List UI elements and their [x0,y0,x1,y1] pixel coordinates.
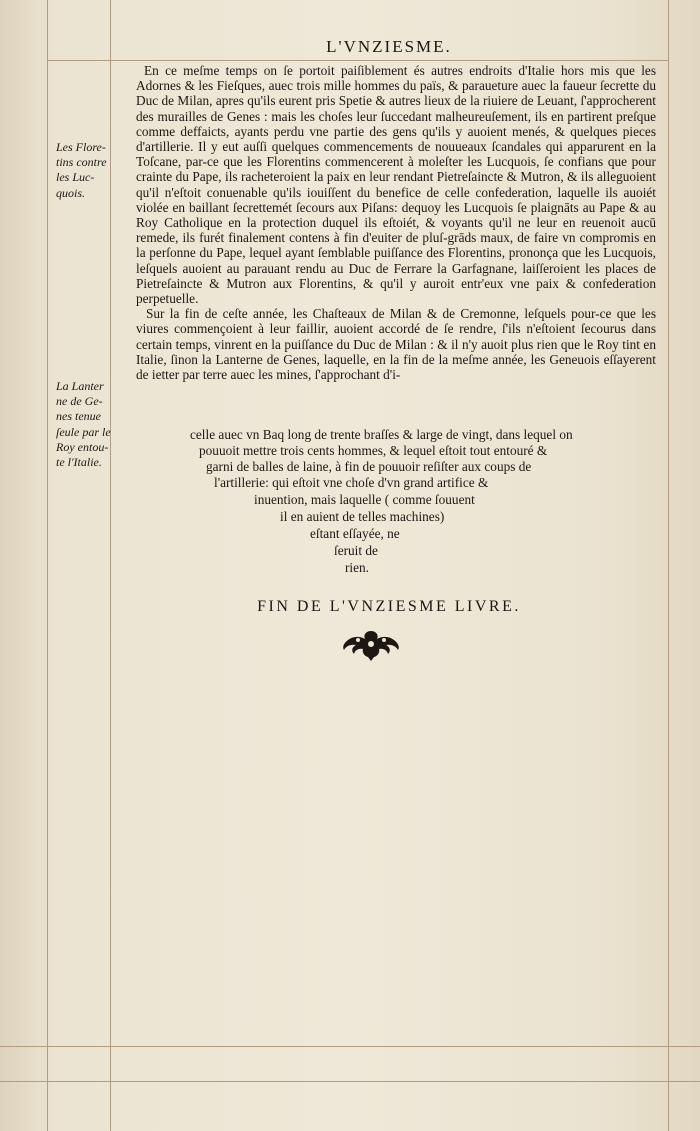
margin-note-line: Roy entou- [56,439,109,454]
margin-note-line: ſeule par le [56,424,111,439]
margin-rule-left [47,0,48,1131]
margin-note-line: nes tenue [56,409,101,424]
margin-note-line: quois. [56,185,86,200]
margin-note-line: ne de Ge- [56,394,103,409]
funnel-line: pouuoit mettre trois cents hommes, & lequel eſtoit tout entouré & [199,443,548,458]
funnel-line: inuention, mais laquelle ( comme ſouuent [254,492,475,507]
funnel-line: l'artillerie: qui eſtoit vne choſe d'vn grand artifice & [214,475,489,490]
margin-note-lanterne [56,379,114,470]
running-title: L'VNZIESME. [326,37,452,56]
end-of-book-title: FIN DE L'VNZIESME LIVRE. [257,598,521,615]
margin-note-line: Les Flore- [56,140,106,154]
paragraph: En ce meſme temps on ſe portoit paiſiblement és autres endroits d'Italie hors mis que les Adornes & les Fieſques, auec trois mille hommes du païs, & paraueture auec la faueur ſecrette du Duc de Milan, apres qu'ils eurent pris Spetie & autres lieux de la riuiere de Leuant, ſ'approcherent des murailles de Genes : mais les choſes leur ſuccedant malheureuſement, ils en partirent preſque comme deffaicts, ayants perdu vne partie des gens qu'ils y auoient menés, & quelques pieces d'artillerie. Il y eut auſſi quelques commencements de nouueaux ſcandales qui apparurent en la Toſcane, par-ce que les Florentins commencerent à moleſter les Lucquois, ſe confians que pour crainte du Pape, ils racheteroient la paix en leur rendant Pietreſaincte & Mutron, & ils alleguoient qu'il n'eſtoit conuenable qu'ils iouiſſent du benefice de celle confederation, laquelle ils auoiét violée en baillant ſecrettemét ſecours aux Piſans: dequoy les Lucquois ſe plaignāts au Pape & au Roy Catholique en la protection duquel ils eſtoiét, & voyants qu'il ne leur en reuenoit aucū remede, ils furét finalement contens à fin d'euiter de pluſ-grāds maux, de faire vn compromis en la perſonne du Pape, lequel ayant ſemblable puiſſance des Florentins, prononça que les Lucquois, leſquels auoient au parauant rendu au Duc de Ferrare la Garfagnane, laiſſeroient les places de Pietreſaincte & Mutron aux Florentins, & qu'il y auroit entr'eux vne paix & confederation perpetuelle. [136,63,656,307]
margin-note-line: te l'Italie. [56,455,102,470]
funnel-line: garni de balles de laine, à fin de pouuoir reſiſter aux coups de [206,459,532,474]
footer-rule-lower [0,1081,700,1082]
body-text [136,63,656,382]
funnel-line: celle auec vn Baq long de trente braſſes & large de vingt, dans lequel on [190,427,573,442]
ornament-fleuron-icon [338,627,404,663]
header-rule [47,60,668,61]
margin-note-line: tins contre [56,155,107,170]
funnel-line: eſtant eſſayée, ne [310,526,400,541]
funnel-line: il en auient de telles machines) [280,509,445,524]
funnel-line: ſeruit de [334,543,378,558]
margin-note-line: La Lanter [56,379,104,393]
funnel-line: rien. [345,560,369,575]
margin-note-line: les Luc- [56,170,95,185]
margin-note-florentins [56,140,114,201]
margin-rule-right [668,0,669,1131]
footer-rule-upper [0,1046,700,1047]
paragraph: Sur la fin de ceſte année, les Chaſteaux de Milan & de Cremonne, leſquels pour-ce que les viures commençoient à leur faillir, auoient accordé de ſe rendre, ſ'ils n'eſtoient ſecourus dans certain temps, vinrent en la puiſſance du Duc de Milan : & il n'y auoit plus rien que le Roy tint en Italie, ſinon la Lanterne de Genes, laquelle, en la fin de la meſme année, les Geneuois eſſayerent de ietter par terre auec les mines, ſ'approchant d'i- [136,306,656,383]
